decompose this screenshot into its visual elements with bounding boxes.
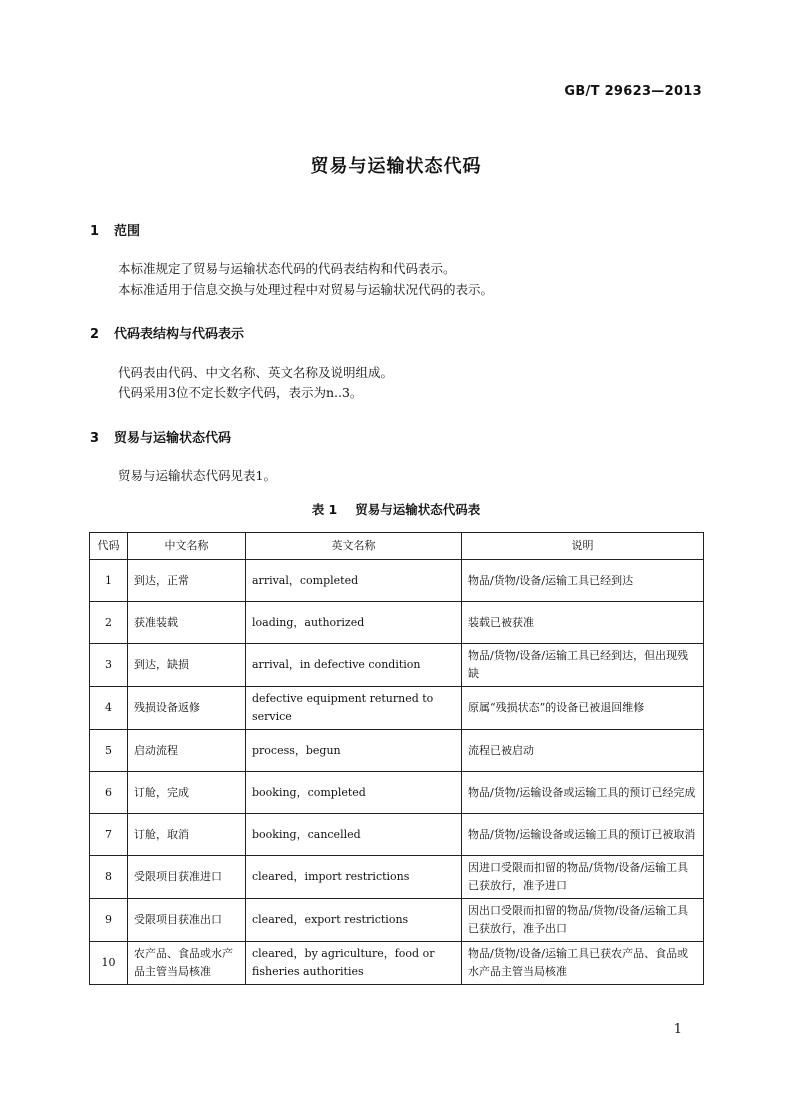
cell-code: 6 bbox=[90, 772, 128, 814]
cell-code: 9 bbox=[90, 899, 128, 942]
section-title: 范围 bbox=[114, 224, 141, 239]
cell-description: 装载已被获准 bbox=[462, 602, 704, 644]
cell-code: 3 bbox=[90, 644, 128, 687]
cell-english-name: cleared，import restrictions bbox=[246, 856, 462, 899]
header-chinese-name: 中文名称 bbox=[128, 533, 246, 560]
cell-description: 物品/货物/设备/运输工具已获农产品、食品或水产品主管当局核准 bbox=[462, 942, 704, 985]
cell-chinese-name: 受限项目获准进口 bbox=[128, 856, 246, 899]
header-description: 说明 bbox=[462, 533, 704, 560]
cell-description: 因出口受限而扣留的物品/货物/设备/运输工具已获放行，准予出口 bbox=[462, 899, 704, 942]
section-1-paragraph-2: 本标准适用于信息交换与处理过程中对贸易与运输状况代码的表示。 bbox=[118, 282, 494, 297]
cell-english-name: loading，authorized bbox=[246, 602, 462, 644]
cell-chinese-name: 获准装载 bbox=[128, 602, 246, 644]
cell-chinese-name: 农产品、食品或水产品主管当局核准 bbox=[128, 942, 246, 985]
table-row bbox=[90, 856, 704, 899]
cell-chinese-name: 启动流程 bbox=[128, 730, 246, 772]
cell-description: 物品/货物/运输设备或运输工具的预订已经完成 bbox=[462, 772, 704, 814]
cell-description: 物品/货物/运输设备或运输工具的预订已被取消 bbox=[462, 814, 704, 856]
cell-chinese-name: 到达，缺损 bbox=[128, 644, 246, 687]
cell-code: 4 bbox=[90, 687, 128, 730]
cell-description: 物品/货物/设备/运输工具已经到达，但出现残缺 bbox=[462, 644, 704, 687]
cell-chinese-name: 受限项目获准出口 bbox=[128, 899, 246, 942]
table-row bbox=[90, 687, 704, 730]
cell-description: 物品/货物/设备/运输工具已经到达 bbox=[462, 560, 704, 602]
table-row bbox=[90, 772, 704, 814]
cell-code: 2 bbox=[90, 602, 128, 644]
cell-english-name: booking，completed bbox=[246, 772, 462, 814]
header-english-name: 英文名称 bbox=[246, 533, 462, 560]
cell-chinese-name: 到达，正常 bbox=[128, 560, 246, 602]
table-row bbox=[90, 899, 704, 942]
section-2-paragraph-2: 代码采用3位不定长数字代码，表示为n..3。 bbox=[118, 385, 363, 400]
table-row bbox=[90, 814, 704, 856]
cell-code: 5 bbox=[90, 730, 128, 772]
cell-description: 流程已被启动 bbox=[462, 730, 704, 772]
section-title: 代码表结构与代码表示 bbox=[114, 327, 245, 342]
table-caption-title: 贸易与运输状态代码表 bbox=[355, 502, 481, 517]
table-row bbox=[90, 942, 704, 985]
section-title: 贸易与运输状态代码 bbox=[114, 431, 232, 446]
cell-english-name: booking，cancelled bbox=[246, 814, 462, 856]
table-row bbox=[90, 602, 704, 644]
section-2-heading bbox=[90, 323, 244, 342]
cell-description: 因进口受限而扣留的物品/货物/设备/运输工具已获放行，准予进口 bbox=[462, 856, 704, 899]
cell-english-name: defective equipment returned to service bbox=[246, 687, 462, 730]
cell-description: 原属“残损状态”的设备已被退回维修 bbox=[462, 687, 704, 730]
section-3-paragraph-1: 贸易与运输状态代码见表1。 bbox=[118, 468, 276, 483]
table-row bbox=[90, 644, 704, 687]
cell-code: 8 bbox=[90, 856, 128, 899]
status-code-table bbox=[89, 532, 704, 985]
section-number: 2 bbox=[90, 327, 100, 342]
header-code: 代码 bbox=[90, 533, 128, 560]
cell-chinese-name: 订舱，完成 bbox=[128, 772, 246, 814]
document-title: 贸易与运输状态代码 bbox=[310, 156, 482, 177]
cell-code: 7 bbox=[90, 814, 128, 856]
cell-english-name: cleared，export restrictions bbox=[246, 899, 462, 942]
section-number: 3 bbox=[90, 431, 100, 446]
cell-english-name: cleared，by agriculture，food or fisheries authorities bbox=[246, 942, 462, 985]
cell-english-name: arrival，completed bbox=[246, 560, 462, 602]
cell-code: 10 bbox=[90, 942, 128, 985]
cell-chinese-name: 残损设备返修 bbox=[128, 687, 246, 730]
section-1-heading bbox=[90, 220, 140, 239]
section-3-heading bbox=[90, 427, 231, 446]
cell-english-name: arrival，in defective condition bbox=[246, 644, 462, 687]
table-row bbox=[90, 560, 704, 602]
cell-code: 1 bbox=[90, 560, 128, 602]
table-header-row bbox=[90, 533, 704, 560]
standard-number: GB/T 29623—2013 bbox=[564, 84, 702, 99]
section-number: 1 bbox=[90, 224, 100, 239]
section-1-paragraph-1: 本标准规定了贸易与运输状态代码的代码表结构和代码表示。 bbox=[118, 261, 456, 276]
table-row bbox=[90, 730, 704, 772]
section-2-paragraph-1: 代码表由代码、中文名称、英文名称及说明组成。 bbox=[118, 365, 394, 380]
cell-english-name: process，begun bbox=[246, 730, 462, 772]
page-number: 1 bbox=[673, 1022, 682, 1037]
table-caption bbox=[0, 500, 792, 518]
cell-chinese-name: 订舱，取消 bbox=[128, 814, 246, 856]
table-caption-number: 表 1 bbox=[311, 502, 338, 517]
